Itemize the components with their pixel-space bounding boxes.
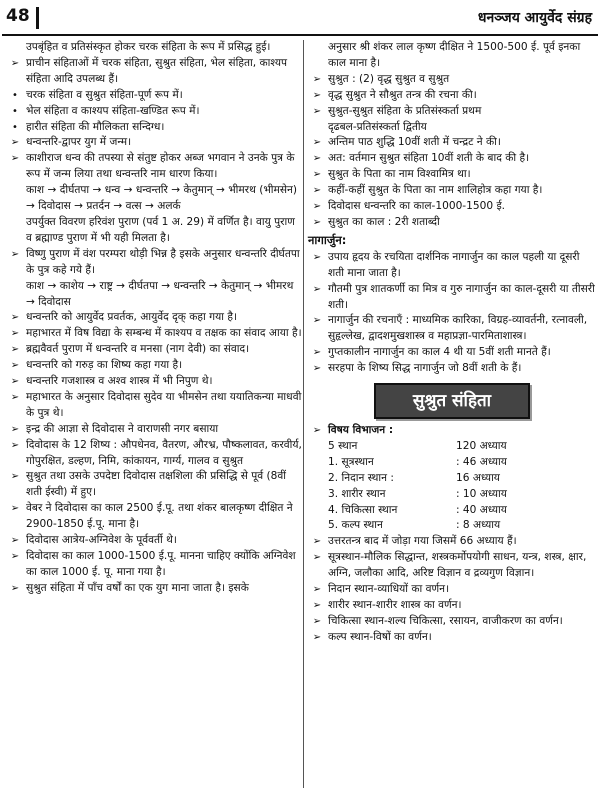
chapter-count: 120 अध्याय — [456, 439, 507, 452]
list-item-continuation: दृढबल-प्रतिसंस्कर्ता द्वितीय — [328, 120, 427, 133]
right-column — [308, 40, 596, 646]
chapter-row — [308, 471, 596, 487]
bullet-marker: ➢ — [312, 201, 322, 213]
list-item-text: सुश्रुत का काल : 2री शताब्दी — [328, 215, 440, 228]
list-item — [308, 550, 596, 582]
bullet-marker: ➢ — [312, 600, 322, 611]
section-title-box: सुश्रुत संहिता — [374, 383, 530, 419]
bullet-marker: ➢ — [10, 423, 20, 435]
list-item — [6, 120, 302, 136]
list-item — [308, 598, 596, 614]
list-item-text: कल्प स्थान-विषों का वर्णन। — [328, 630, 432, 643]
list-item-text: प्राचीन संहिताओं में चरक संहिता, सुश्रुत संहिता, भेल संहिता, काश्यप संहिता आदि उपलब्ध हैं। — [26, 56, 288, 85]
list-item — [308, 361, 596, 377]
bullet-marker: ➢ — [312, 251, 322, 263]
chapter-row — [308, 503, 596, 519]
bullet-marker: ➢ — [10, 582, 20, 594]
list-item-text: चिकित्सा स्थान-शल्य चिकित्सा, रसायन, वाजीकरण का वर्णन। — [328, 614, 563, 627]
chapter-name: 2. निदान स्थान : — [328, 471, 394, 484]
list-item-text: हारीत संहिता की मौलिकता सन्दिग्ध। — [26, 120, 165, 133]
list-item — [308, 135, 596, 151]
list-item — [6, 342, 302, 358]
bullet-marker: ➢ — [312, 105, 322, 117]
list-item — [6, 501, 302, 533]
list-item — [6, 247, 302, 279]
list-item-text: धन्वन्तरि गजशास्त्र व अश्व शास्त्र में भी निपुण थे। — [26, 375, 213, 388]
bullet-marker: ➢ — [312, 347, 322, 359]
bullet-marker: ➢ — [10, 391, 20, 403]
list-item — [308, 534, 596, 550]
list-item — [308, 88, 596, 104]
bullet-marker: ➢ — [10, 153, 20, 165]
list-item-text: नागार्जुन की रचनाएँ : माध्यमिक कारिका, विग्रह-व्यावर्तनी, रत्नावली, सुहृल्लेख, द्वादशमुखशास्त्र व महाप्रज्ञा-पारमिताशास्त्र। — [328, 314, 588, 343]
list-item-text: दिवोदास के 12 शिष्य : औपधेनव, वैतरण, औरभ्र, पौष्कलावत, करवीर्य, गोपुरक्षित, डल्हण, निमि, कांकायन, गार्ग्य, गालव व सुश्रुत — [26, 438, 302, 467]
bullet-marker: ➢ — [312, 137, 322, 149]
list-item — [6, 533, 302, 549]
list-item — [6, 438, 302, 470]
list-item-text: काशीराज धन्व की तपस्या से संतुष्ट होकर अब्ज भगवान ने उनके पुत्र के रूप में जन्म लिया तथा धन्वन्तरि नाम धारण किया। — [26, 152, 295, 181]
bullet-marker: ➢ — [312, 363, 322, 375]
list-item-text: उत्तरतन्त्र बाद में जोड़ा गया जिसमें 66 अध्याय हैं। — [328, 535, 517, 548]
list-item — [308, 614, 596, 630]
bullet-marker: ➢ — [312, 584, 322, 596]
list-item — [6, 358, 302, 374]
list-item-text: धन्वन्तरि को गरुड़ का शिष्य कहा गया है। — [26, 359, 183, 372]
bullet-marker: ➢ — [312, 631, 322, 643]
bullet-marker: ➢ — [312, 552, 322, 564]
bullet-marker: ➢ — [312, 536, 322, 548]
list-item — [6, 326, 302, 342]
list-item — [6, 151, 302, 183]
bullet-marker: ➢ — [312, 216, 322, 228]
chapter-name: 5 स्थान — [328, 439, 358, 452]
list-item-text: दिवोदास आत्रेय-अग्निवेश के पूर्ववर्ती थे। — [26, 534, 177, 547]
chapter-name: 5. कल्प स्थान — [328, 519, 383, 532]
header-rule — [2, 34, 598, 36]
paragraph: उपर्युक्त विवरण हरिवंश पुराण (पर्व 1 अ. 29) में वर्णित है। वायु पुराण व ब्रह्माण्ड पुराण में भी यही मिलता है। — [26, 215, 295, 244]
list-item — [308, 250, 596, 282]
list-item-text: विषय विभाजन : — [328, 424, 394, 437]
list-item-text: सुश्रुत : (2) वृद्ध सुश्रुत व सुश्रुत — [328, 72, 450, 85]
list-item-text: सूत्रस्थान-मौलिक सिद्धान्त, शस्त्रकर्मोपयोगी साधन, यन्त्र, शस्त्र, क्षार, अग्नि, जलौका आदि, अरिष्ट विज्ञान व द्रव्यगुण विज्ञान। — [328, 551, 587, 580]
list-item — [308, 423, 596, 439]
list-item-text: चरक संहिता व सुश्रुत संहिता-पूर्ण रूप में। — [26, 88, 183, 101]
chapter-count: 16 अध्याय — [456, 471, 500, 484]
chapter-row — [308, 455, 596, 471]
chapter-count: : 10 अध्याय — [456, 487, 507, 500]
bullet-marker: ➢ — [10, 360, 20, 372]
list-item-text: सुश्रुत-सुश्रुत संहिता के प्रतिसंस्कर्ता प्रथम — [328, 104, 482, 117]
list-item-text: दिवोदास धन्वन्तरि का काल-1000-1500 ई. — [328, 200, 506, 213]
bullet-marker: ➢ — [10, 535, 20, 547]
list-item — [6, 549, 302, 581]
bullet-marker: ➢ — [312, 283, 322, 295]
bullet-marker: ➢ — [10, 471, 20, 483]
chapter-count: : 40 अध्याय — [456, 503, 507, 516]
bullet-marker: ➢ — [312, 185, 322, 197]
bullet-marker: ➢ — [10, 248, 20, 260]
list-item — [308, 104, 596, 120]
bullet-marker: ➢ — [312, 153, 322, 165]
list-item-text: गुप्तकालीन नागार्जुन का काल 4 थी या 5वीं शती मानते हैं। — [328, 346, 551, 359]
list-item — [308, 151, 596, 167]
column-divider — [303, 40, 304, 788]
chapter-row — [308, 439, 596, 455]
bullet-marker: • — [12, 89, 18, 101]
list-item-text: धन्वन्तरि-द्वापर युग में जन्म। — [26, 136, 132, 149]
list-item — [6, 374, 302, 390]
chapter-name: 3. शारीर स्थान — [328, 487, 386, 500]
list-item — [6, 135, 302, 151]
list-item-text: महाभारत के अनुसार दिवोदास सुदेव या भीमसेन तथा ययातिकन्या माधवी के पुत्र थे। — [26, 390, 302, 419]
list-item — [308, 313, 596, 345]
list-item — [6, 56, 302, 88]
paragraph: अनुसार श्री शंकर लाल कृष्ण दीक्षित ने 1500-500 ई. पूर्व इनका काल माना है। — [328, 41, 581, 69]
chapter-count: : 46 अध्याय — [456, 455, 507, 468]
page-number-divider — [36, 7, 39, 29]
chapter-row — [308, 487, 596, 503]
list-item-text: अत: वर्तमान सुश्रुत संहिता 10वीं शती के बाद की है। — [328, 152, 530, 165]
left-column — [6, 40, 302, 597]
list-item-text: इन्द्र की आज्ञा से दिवोदास ने वाराणसी नगर बसाया — [26, 422, 219, 435]
bullet-marker: ➢ — [312, 169, 322, 181]
list-item-text: सुश्रुत के पिता का नाम विश्वामित्र था। — [328, 168, 471, 181]
list-item — [6, 469, 302, 501]
chapter-name: 1. सूत्रस्थान — [328, 455, 374, 468]
chapter-count: : 8 अध्याय — [456, 519, 501, 532]
list-item-text: शारीर स्थान-शारीर शास्त्र का वर्णन। — [328, 599, 462, 611]
list-item — [308, 199, 596, 215]
list-item-text: गौतमी पुत्र शातकर्णी का मित्र व गुरु नागार्जुन का काल-दूसरी या तीसरी शती। — [328, 282, 595, 311]
list-item-text: ब्रह्मवैवर्त पुराण में धन्वन्तरि व मनसा (नाग देवी) का संवाद। — [26, 343, 250, 356]
bullet-marker: ➢ — [10, 312, 20, 324]
bullet-marker: ➢ — [312, 89, 322, 101]
page-number: 48 — [6, 6, 30, 26]
list-item — [6, 104, 302, 120]
list-item — [308, 582, 596, 598]
list-item — [308, 215, 596, 231]
list-item — [308, 183, 596, 199]
list-item — [6, 581, 302, 597]
list-item — [308, 630, 596, 646]
bullet-marker: • — [12, 121, 18, 133]
bullet-marker: ➢ — [10, 137, 20, 149]
list-item-text: भेल संहिता व काश्यप संहिता-खण्डित रूप में। — [26, 104, 200, 117]
bullet-marker: ➢ — [10, 551, 20, 562]
list-item-text: अन्तिम पाठ शुद्धि 10वीं शती में चन्द्रट ने की। — [328, 136, 501, 149]
list-item — [308, 167, 596, 183]
list-item-text: सरहपा के शिष्य सिद्ध नागार्जुन जो 8वीं शती के हैं। — [328, 362, 522, 375]
bullet-marker: ➢ — [10, 57, 20, 69]
list-item — [6, 390, 302, 422]
bullet-marker: ➢ — [10, 376, 20, 388]
paragraph: उपबृंहित व प्रतिसंस्कृत होकर चरक संहिता के रूप में प्रसिद्ध हुई। — [26, 41, 271, 53]
list-item-text: सुश्रुत तथा उसके उपदेष्टा दिवोदास तक्षशिला की प्रसिद्धि से पूर्व (8वीं शती ईस्वी) में हुए। — [26, 470, 287, 499]
book-title: धनञ्जय आयुर्वेद संग्रह — [477, 10, 592, 26]
bullet-marker: ➢ — [312, 615, 322, 627]
bullet-marker: ➢ — [312, 73, 322, 85]
list-item — [308, 282, 596, 314]
list-item-text: कहीं-कहीं सुश्रुत के पिता का नाम शालिहोत्र कहा गया है। — [328, 184, 543, 197]
page-header — [0, 0, 600, 36]
bullet-marker: ➢ — [312, 425, 322, 437]
list-item — [6, 310, 302, 326]
list-item — [6, 422, 302, 438]
list-item-text: उपाय हृदय के रचयिता दार्शनिक नागार्जुन का काल पहली या दूसरी शती माना जाता है। — [328, 250, 580, 279]
list-item — [308, 72, 596, 88]
bullet-marker: ➢ — [312, 315, 322, 327]
section-heading: नागार्जुन: — [308, 232, 347, 247]
list-item-text: वृद्ध सुश्रुत ने सौश्रुत तन्त्र की रचना की। — [328, 88, 477, 101]
list-item-text: सुश्रुत संहिता में पाँच वर्षों का एक युग माना जाता है। इसके — [26, 581, 249, 594]
bullet-marker: ➢ — [10, 503, 20, 515]
list-item-text: निदान स्थान-व्याधियों का वर्णन। — [328, 583, 450, 596]
bullet-marker: • — [12, 105, 18, 117]
list-item — [308, 345, 596, 361]
bullet-marker: ➢ — [10, 344, 20, 356]
list-item — [6, 88, 302, 104]
list-item-text: वेबर ने दिवोदास का काल 2500 ई.पू. तथा शंकर बालकृष्ण दीक्षित ने 2900-1850 ई.पू. माना है। — [26, 502, 293, 531]
list-item-text: महाभारत में विष विद्या के सम्बन्ध में काश्यप व तक्षक का संवाद आया है। — [26, 327, 302, 340]
list-item-text: धन्वन्तरि को आयुर्वेद प्रवर्तक, आयुर्वेद दृक् कहा गया है। — [26, 311, 237, 324]
list-item-text: विष्णु पुराण में वंश परम्परा थोड़ी भिन्न है इसके अनुसार धन्वन्तरि दीर्घतपा के पुत्र कहे गये हैं। — [26, 247, 300, 276]
bullet-marker: ➢ — [10, 439, 20, 451]
paragraph: काश → काशेय → राष्ट्र → दीर्घतपा → धन्वन्तरि → केतुमान् → भीमरथ → दिवोदास — [26, 279, 294, 308]
chapter-row — [308, 518, 596, 534]
chapter-name: 4. चिकित्सा स्थान — [328, 503, 398, 516]
list-item-text: दिवोदास का काल 1000-1500 ई.पू. मानना चाहिए क्योंकि अग्निवेश का काल 1000 ई. पू. माना गया है। — [26, 550, 296, 578]
paragraph: काश → दीर्घतपा → धन्व → धन्वन्तरि → केतुमान् → भीमरथ (भीमसेन) → दिवोदास → प्रतर्दन → वत्स → अलर्क — [26, 184, 298, 213]
bullet-marker: ➢ — [10, 328, 20, 340]
